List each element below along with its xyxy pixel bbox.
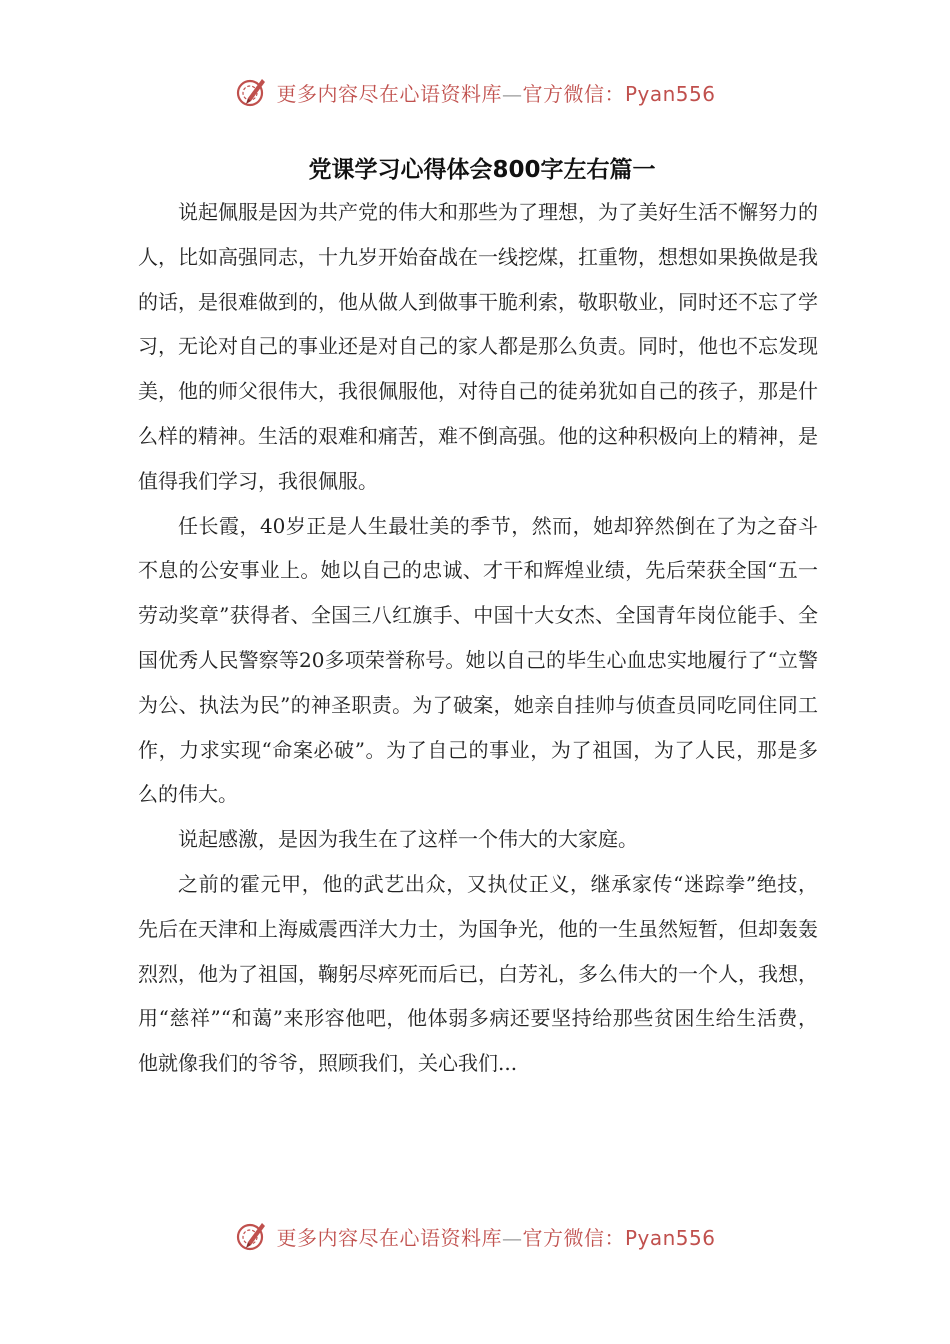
footer-banner [0, 1216, 950, 1256]
paragraph: 说起感激，是因为我生在了这样一个伟大的大家庭。 [178, 827, 638, 852]
footer-banner-wechat: 官方微信：Pyan556 [522, 1225, 716, 1250]
header-banner-wechat: 官方微信：Pyan556 [522, 81, 716, 106]
paragraph: 之前的霍元甲，他的武艺出众，又执仗正义，继承家传“迷踪拳”绝技，先后在天津和上海威震西洋大力士，为国争光，他的一生虽然短暂，但却轰轰烈烈，他为了祖国，鞠躬尽瘁死而后已，白芳礼，多么伟大的一个人，我想，用“慈祥”“和蔼”来形容他吧，他体弱多病还要坚持给那些贫困生给生活费，他就像我们的爷爷，照顾我们，关心我们... [138, 871, 818, 1076]
document-body [138, 150, 818, 1086]
footer-banner-text [276, 1222, 715, 1251]
header-banner-lead: 更多内容尽在心语资料库 [276, 81, 502, 106]
footer-banner-separator: — [501, 1225, 523, 1250]
header-banner [0, 72, 950, 112]
pen-nib-circle-icon [234, 74, 270, 110]
header-banner-separator: — [501, 81, 523, 106]
document-title: 党课学习心得体会800字左右篇一 [308, 157, 656, 183]
paragraph: 任长霞，40岁正是人生最壮美的季节，然而，她却猝然倒在了为之奋斗不息的公安事业上。她以自己的忠诚、才干和辉煌业绩，先后荣获全国“五一劳动奖章”获得者、全国三八红旗手、中国十大女杰、全国青年岗位能手、全国优秀人民警察等20多项荣誉称号。她以自己的毕生心血忠实地履行了“立警为公、执法为民”的神圣职责。为了破案，她亲自挂帅与侦查员同吃同住同工作，力求实现“命案必破”。为了自己的事业，为了祖国，为了人民，那是多么的伟大。 [138, 513, 818, 807]
pen-nib-circle-icon [234, 1218, 270, 1254]
footer-banner-lead: 更多内容尽在心语资料库 [276, 1225, 502, 1250]
paragraph: 说起佩服是因为共产党的伟大和那些为了理想，为了美好生活不懈努力的人，比如高强同志，十九岁开始奋战在一线挖煤，扛重物，想想如果换做是我的话，是很难做到的，他从做人到做事干脆利索，敬职敬业，同时还不忘了学习，无论对自己的事业还是对自己的家人都是那么负责。同时，他也不忘发现美，他的师父很伟大，我很佩服他，对待自己的徒弟犹如自己的孩子，那是什么样的精神。生活的艰难和痛苦，难不倒高强。他的这种积极向上的精神，是值得我们学习，我很佩服。 [138, 200, 818, 493]
header-banner-text [276, 78, 715, 107]
